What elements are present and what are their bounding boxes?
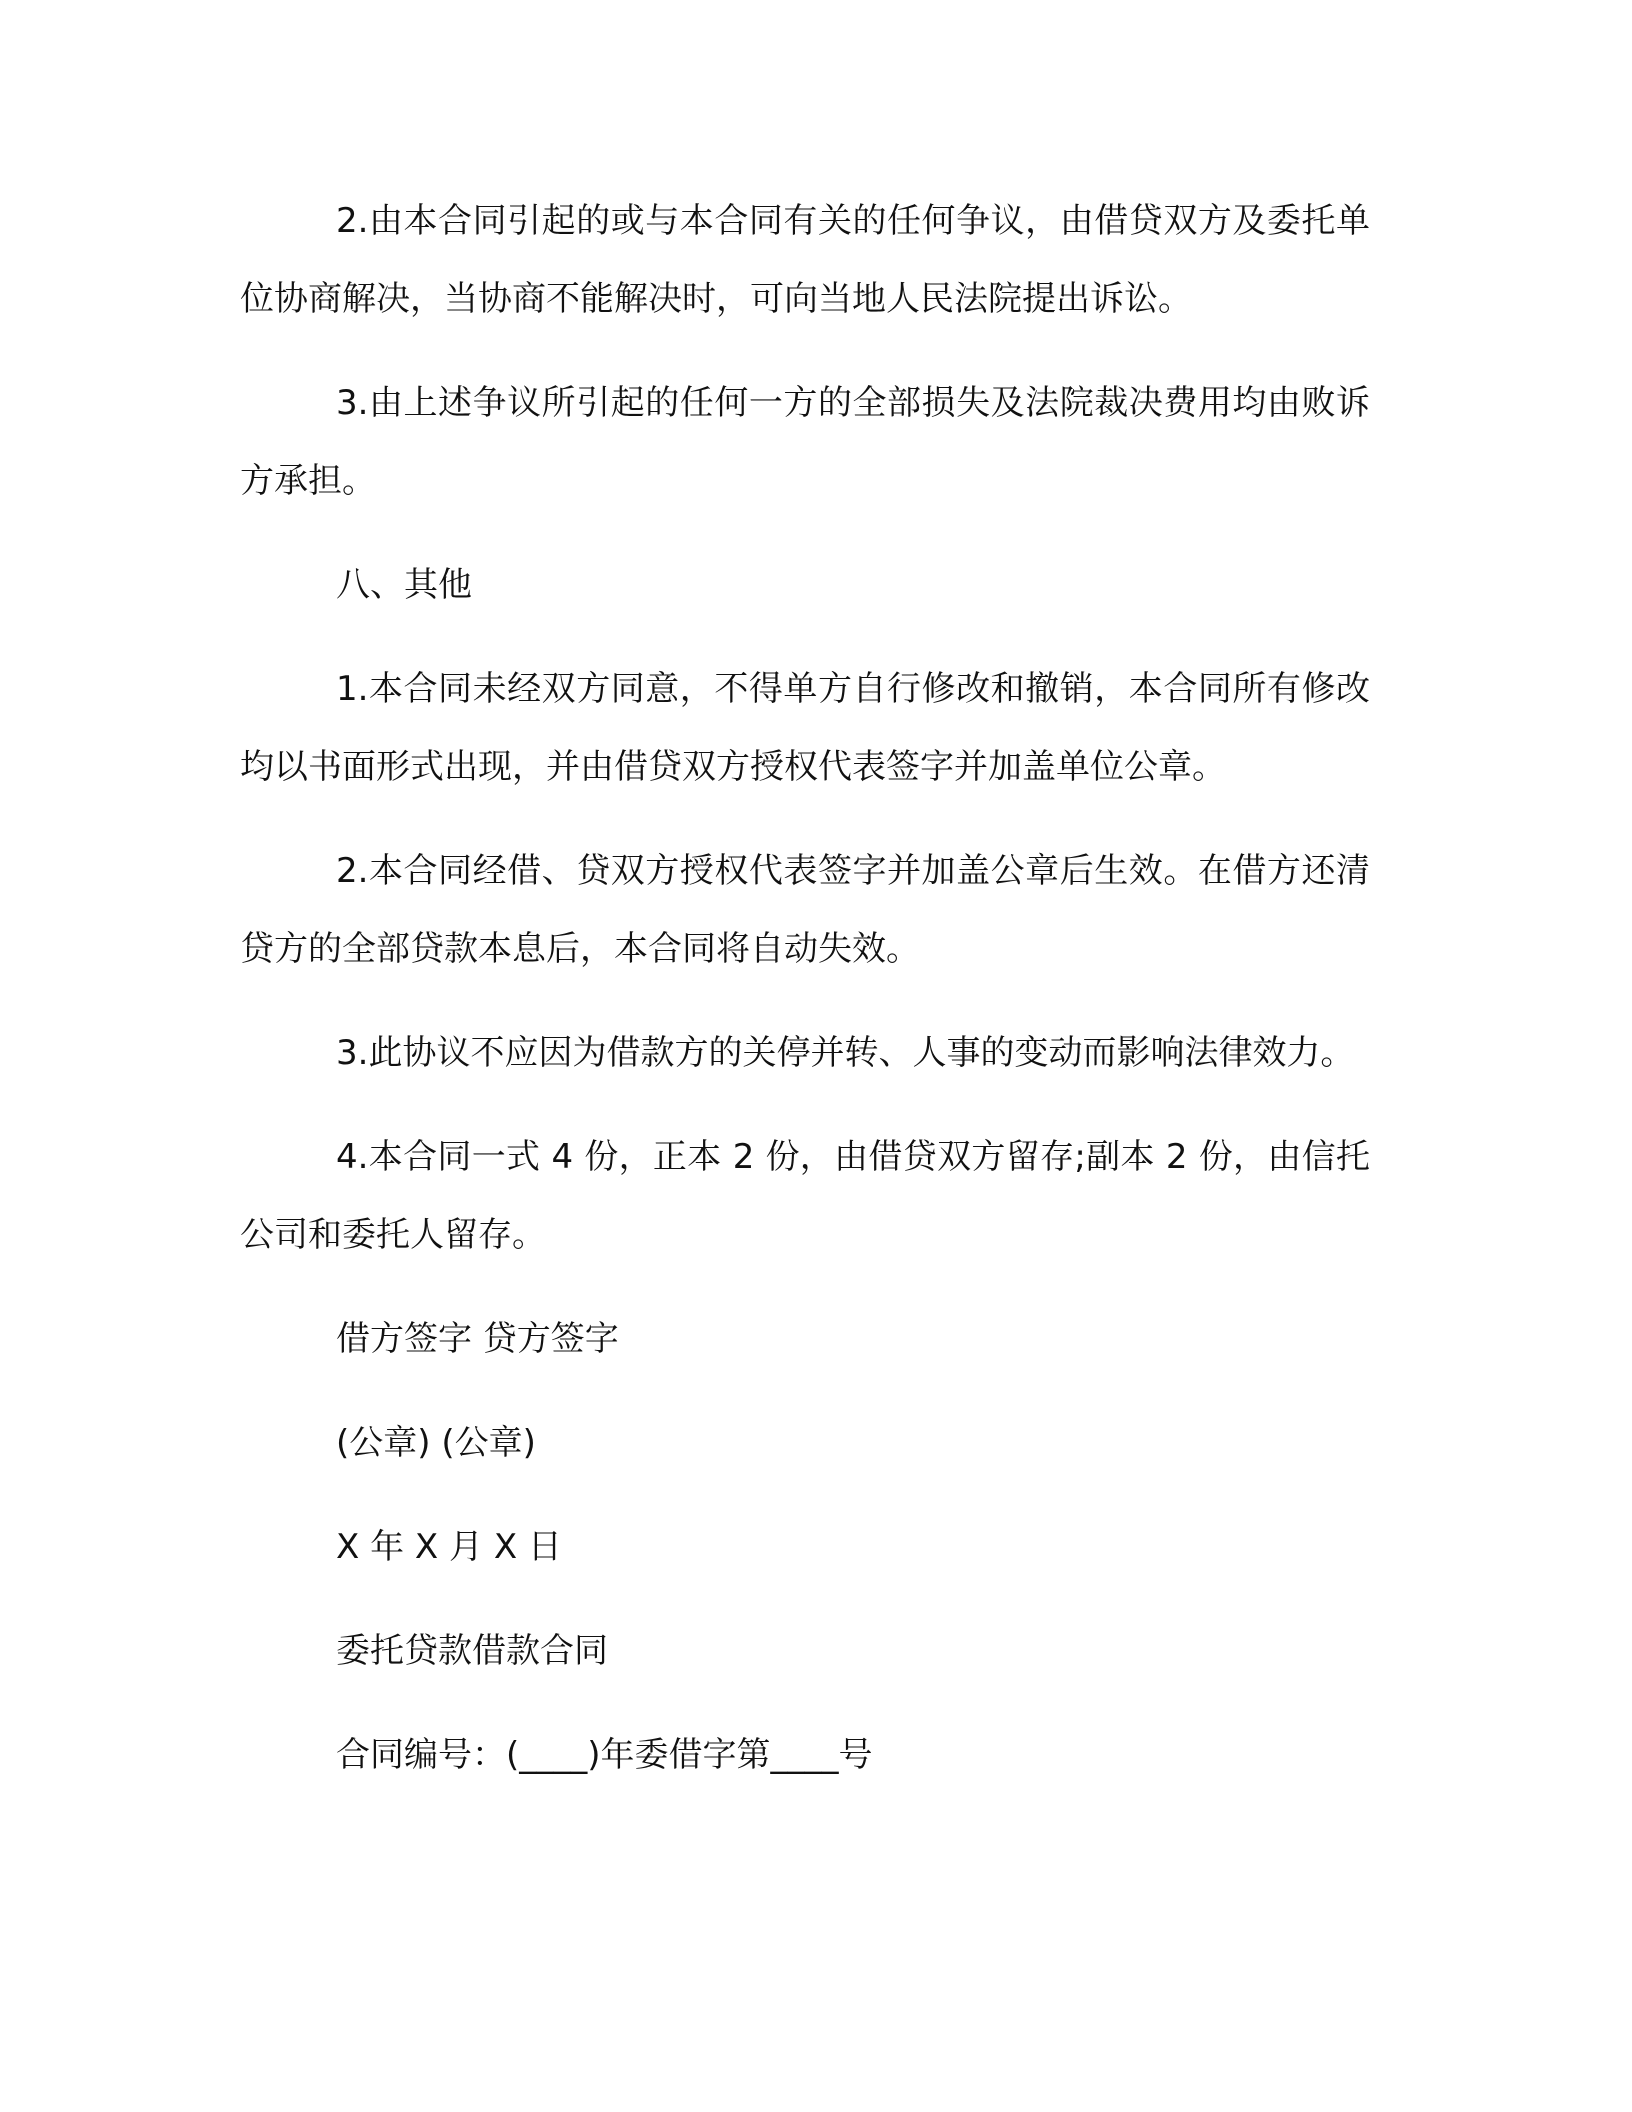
contract-title: 委托贷款借款合同 (336, 1631, 608, 1671)
section-heading-other: 八、其他 (336, 565, 472, 605)
paragraph-effectiveness: 2.本合同经借、贷双方授权代表签字并加盖公章后生效。在借方还清贷方的全部贷款本息后，本合同将自动失效。 (240, 851, 1370, 969)
date-line: X 年 X 月 X 日 (336, 1527, 562, 1567)
paragraph-loss-bearing: 3.由上述争议所引起的任何一方的全部损失及法院裁决费用均由败诉方承担。 (240, 383, 1370, 501)
document-body (240, 182, 1370, 1820)
paragraph-legal-validity: 3.此协议不应因为借款方的关停并转、人事的变动而影响法律效力。 (336, 1033, 1355, 1073)
paragraph-dispute-resolution: 2.由本合同引起的或与本合同有关的任何争议，由借贷双方及委托单位协商解决，当协商不能解决时，可向当地人民法院提出诉讼。 (240, 201, 1370, 319)
contract-number: 合同编号：(____)年委借字第____号 (336, 1735, 873, 1775)
paragraph-copies: 4.本合同一式 4 份，正本 2 份，由借贷双方留存;副本 2 份，由信托公司和委托人留存。 (240, 1137, 1370, 1255)
paragraph-amendment: 1.本合同未经双方同意，不得单方自行修改和撤销，本合同所有修改均以书面形式出现，并由借贷双方授权代表签字并加盖单位公章。 (240, 669, 1370, 787)
signature-line: 借方签字 贷方签字 (336, 1319, 619, 1359)
seal-line: (公章) (公章) (336, 1423, 536, 1463)
